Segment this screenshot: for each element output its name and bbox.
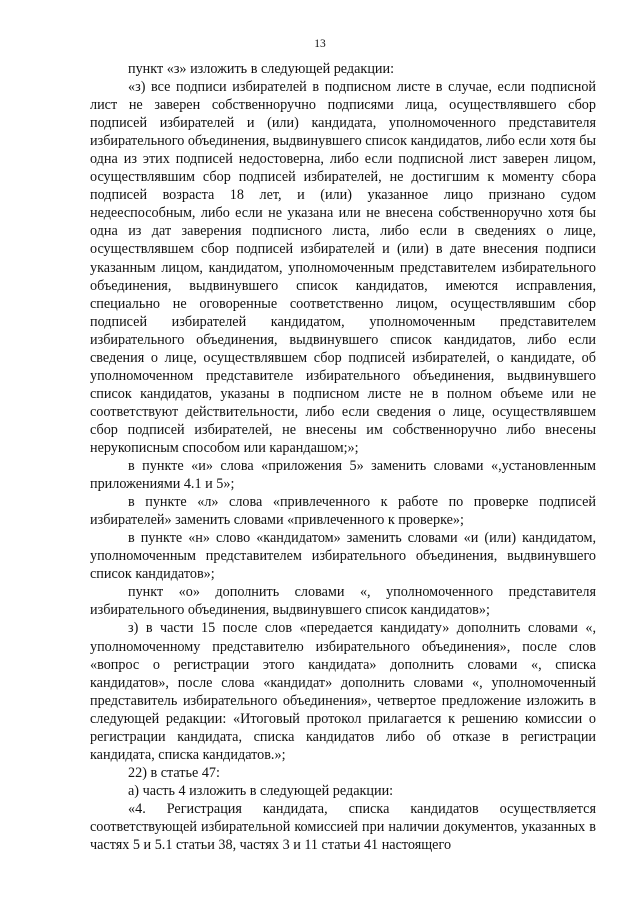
paragraph-1: пункт «з» изложить в следующей редакции: xyxy=(128,61,395,77)
paragraph-7: з) в части 15 после слов «передается кандидату» дополнить словами «, уполномоченному представителю избирательного объединения», после слов «вопрос о регистрации этого кандидата» дополнить словами «, списка кандидатов», после слова «кандидат» дополнить словами «, уполномоченный представитель избирательного объединения», четвертое предложение изложить в следующей редакции: «Итоговый протокол прилагается к решению комиссии о регистрации кандидата, списка кандидатов либо об отказе в регистрации кандидата, списка кандидатов.»; xyxy=(90,620,596,763)
page-number: 13 xyxy=(314,38,326,50)
paragraph-10: «4. Регистрация кандидата, списка кандидатов осуществляется соответствующей избирательной комиссией при наличии документов, указанных в частях 5 и 5.1 статьи 38, частях 3 и 11 статьи 41 настоящего xyxy=(90,800,596,854)
paragraph-8: 22) в статье 47: xyxy=(128,764,220,781)
paragraph-5: в пункте «н» слово «кандидатом» заменить словами «и (или) кандидатом, уполномоченным представителем избирательного объединения, выдвинувшего список кандидатов»; xyxy=(90,530,596,583)
paragraph-2: «з) все подписи избирателей в подписном листе в случае, если подписной лист не заверен собственноручно подписями лица, осуществлявшего сбор подписей избирателей и (или) кандидата, уполномоченного представителя избирательного объединения, выдвинувшего список кандидатов, либо если хотя бы одна из этих подписей недостоверна, либо если подписной лист заверен лицом, осуществлявшим сбор подписей избирателей, не достигшим к моменту сбора подписей возраста 18 лет, и (или) указанное лицо признано судом недееспособным, либо если не указана или не внесена собственноручно хотя бы одна из дат заверения подписного листа, либо если в сведениях о лице, осуществлявшем сбор подписей избирателей и (или) в дате внесения подписи указанным лицом, кандидатом, уполномоченным представителем избирательного объединения, выдвинувшего список кандидатов, имеются исправления, специально не оговоренные соответственно лицом, осуществлявшим сбор подписей избирателей кандидатом, уполномоченным представителем избирательного объединения, выдвинувшего список кандидатов, либо если сведения о лице, осуществлявшем сбор подписей избирателей, о кандидате, об уполномоченном представителе избирательного объединения, выдвинувшего список кандидатов, указаны в подписном листе не в полном объеме или не соответствуют действительности, либо если сведения о лице, осуществлявшем сбор подписей избирателей, не внесены им собственноручно либо внесены нерукописным способом или карандашом;»; xyxy=(90,79,596,456)
paragraph-3: в пункте «и» слова «приложения 5» заменить словами «,установленным приложениями 4.1 и 5»; xyxy=(90,458,596,493)
paragraph-9: а) часть 4 изложить в следующей редакции: xyxy=(128,782,394,799)
document-body xyxy=(90,60,596,854)
paragraph-4: в пункте «л» слова «привлеченного к работе по проверке подписей избирателей» заменить словами «привлеченного к проверке»; xyxy=(90,494,596,529)
paragraph-6: пункт «о» дополнить словами «, уполномоченного представителя избирательного объединения, выдвинувшего список кандидатов»; xyxy=(90,584,596,619)
